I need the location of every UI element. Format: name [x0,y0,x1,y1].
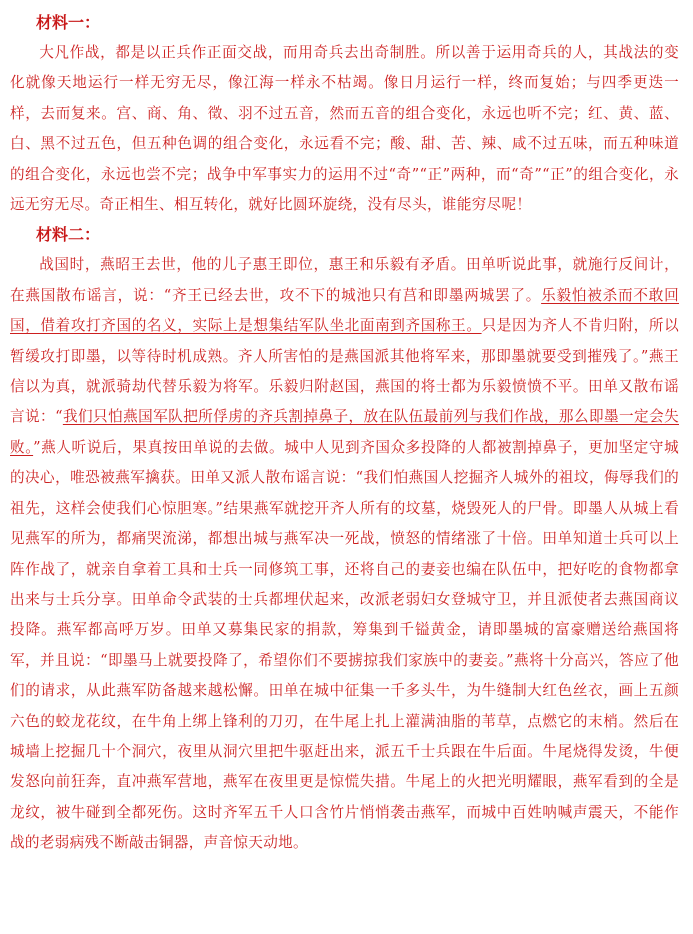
material-two-text-segment: 只是因为齐人不肯归附，所以暂缓攻打即墨，以等待时机成熟。齐人所害怕的是燕国派其他将军来，那即墨就要受到摧残了。”燕王信以为真，就派骑劫代替乐毅为将军。乐毅归附赵国，燕国的将士都为乐毅愤愤不平。田单又散布谣言说：“ [10,317,679,426]
material-two-heading: 材料二： [36,225,101,245]
material-two-text-segment: 战国时，燕昭王去世，他的儿子惠王即位，惠王和乐毅有矛盾。田单听说此事，就施行反间计，在燕国散布谣言，说：“齐王已经去世，攻不下的城池只有莒和即墨两城罢了。 [10,256,679,304]
material-one-heading: 材料一： [36,13,101,32]
material-one-paragraph: 大凡作战，都是以正兵作正面交战，而用奇兵去出奇制胜。所以善于运用奇兵的人，其战法的变化就像天地运行一样无穷无尽，像江海一样永不枯竭。像日月运行一样，终而复始；与四季更迭一样，去而复来。宫、商、角、徵、羽不过五音，然而五音的组合变化，永远也听不完；红、黄、蓝、白、黑不过五色，但五种色调的组合变化，永远看不完；酸、甜、苦、辣、咸不过五味，而五种味道的组合变化，永远也尝不完；战争中军事实力的运用不过“奇”“正”两种，而“奇”“正”的组合变化，永远无穷无尽。奇正相生、相互转化，就好比圆环旋绕，没有尽头，谁能穷尽呢！ [10,44,679,214]
material-two-text-segment: ”燕人听说后，果真按田单说的去做。城中人见到齐国众多投降的人都被割掉鼻子，更加坚定守城的决心，唯恐被燕军擒获。田单又派人散布谣言说：“我们怕燕国人挖掘齐人城外的祖坟，侮辱我们的祖先，这样会使我们心惊胆寒。”结果燕军就挖开齐人所有的坟墓，烧毁死人的尸骨。即墨人从城上看见燕军的所为，都痛哭流涕，都想出城与燕军决一死战，愤怒的情绪涨了十倍。田单知道士兵可以上阵作战了，就亲自拿着工具和士兵一同修筑工事，还将自己的妻妾也编在队伍中，把好吃的食物都拿出来与士兵分享。田单命令武装的士兵都埋伏起来，改派老弱妇女登城守卫，并且派使者去燕国商议投降。燕军都高呼万岁。田单又募集民家的捐款，筹集到千镒黄金，请即墨城的富豪赠送给燕国将军，并且说：“即墨马上就要投降了，希望你们不要掳掠我们家族中的妻妾。”燕将十分高兴，答应了他们的请求，从此燕军防备越来越松懈。田单在城中征集一千多头牛，为牛缝制大红色丝衣，画上五颜六色的蛟龙花纹，在牛角上绑上锋利的刀刃，在牛尾上扎上灌满油脂的苇草，点燃它的末梢。然后在城墙上挖掘几十个洞穴，夜里从洞穴里把牛驱赶出来，派五千士兵跟在牛后面。牛尾烧得发烫，牛便发怒向前狂奔，直冲燕军营地，燕军在夜里更是惊慌失措。牛尾上的火把光明耀眼，燕军看到的全是龙纹，被牛碰到全都死伤。这时齐军五千人口含竹片悄悄袭击燕军，而城中百姓呐喊声震天，不能作战的老弱病残不断敲击铜器，声音惊天动地。 [10,438,679,852]
material-two-paragraph [10,250,679,858]
underlined-sentence-one: 乐毅怕被杀而不敢回国，借着攻打齐国的名义，实际上是想集结军队坐北面南到齐国称王。 [10,286,680,335]
underlined-sentence-two: 我们只怕燕国军队把所俘虏的齐兵割掉鼻子，放在队伍最前列与我们作战，那么即墨一定会失败。 [10,408,679,456]
